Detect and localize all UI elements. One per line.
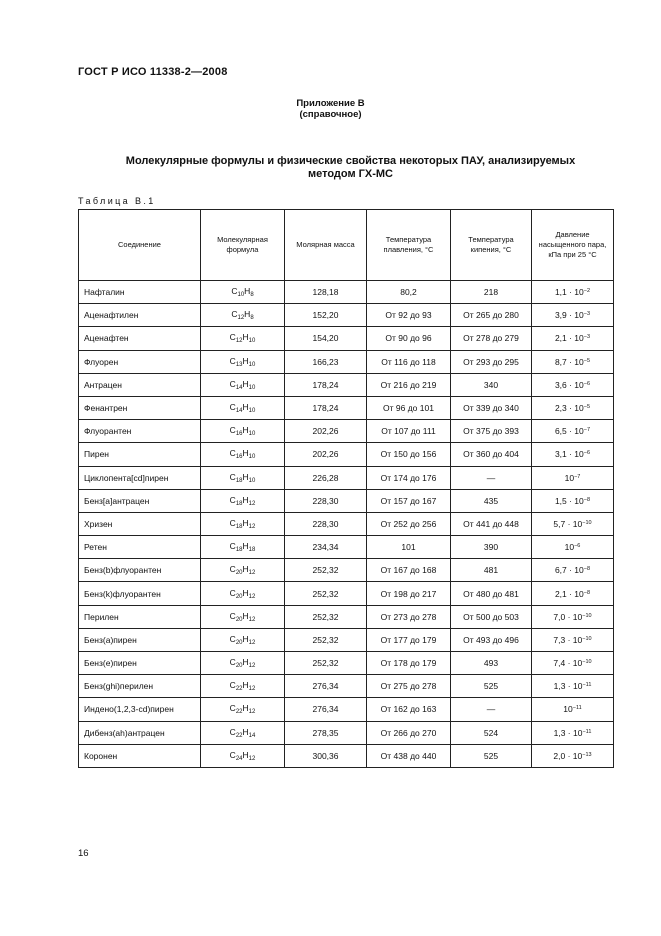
molar-mass: 252,32 [285,605,367,628]
carbon-count: 12 [237,315,245,322]
boiling-point: 218 [451,281,532,304]
table-row [79,396,614,419]
table-row [79,512,614,535]
molecular-formula: $C_{20}H_{12}$ [201,559,285,582]
title-line-2: методом ГХ-МС [307,168,394,180]
vapor-pressure-exponent: −7 [574,473,581,480]
melting-point: От 216 до 219 [367,373,451,396]
vapor-pressure-exponent: −8 [583,496,591,503]
carbon-count: 18 [235,477,243,484]
carbon-count: 22 [235,732,243,739]
compound-name: Бенз(е)пирен [79,652,201,675]
boiling-point: От 360 до 404 [451,443,532,466]
melting-point: 80,2 [367,281,451,304]
molar-mass: 202,26 [285,420,367,443]
carbon-count: 22 [235,709,243,716]
boiling-point: 340 [451,373,532,396]
table-row [79,559,614,582]
molar-mass: 278,35 [285,721,367,744]
compound-name: Антрацен [79,373,201,396]
vapor-pressure-exponent: −11 [572,705,582,712]
table-row [79,466,614,489]
hydrogen-count: 18 [248,547,256,554]
hydrogen-count: 12 [248,639,256,646]
boiling-point: — [451,466,532,489]
table-row [79,628,614,651]
vapor-pressure-mantissa: 7,0 · 10 [553,611,583,622]
vapor-pressure-mantissa: 8,7 · 10 [554,356,584,367]
molecular-formula: $C_{20}H_{12}$ [201,605,285,628]
table-header-row [79,210,614,281]
carbon-count: 20 [235,570,243,577]
vapor-pressure-exponent: −6 [574,543,581,550]
table-row [79,675,614,698]
vapor-pressure-mantissa: 2,0 · 10 [553,750,583,761]
molecular-formula: $C_{22}H_{14}$ [201,721,285,744]
vapor-pressure-exponent: −3 [583,334,591,341]
carbon-count: 12 [235,338,243,345]
hydrogen-count: 12 [248,686,256,693]
vapor-pressure-mantissa: 3,9 · 10 [554,310,584,321]
vapor-pressure-mantissa: 10 [564,472,575,483]
table-row [79,373,614,396]
boiling-point: От 493 до 496 [451,628,532,651]
table-row [79,281,614,304]
hydrogen-count: 12 [248,500,256,507]
molecular-formula: $C_{24}H_{12}$ [201,744,285,767]
compound-name: Циклопента[cd]пирен [79,466,201,489]
molecular-formula: $C_{22}H_{12}$ [201,675,285,698]
carbon-count: 22 [235,686,243,693]
vapor-pressure-mantissa: 2,3 · 10 [554,403,584,414]
vapor-pressure-mantissa: 3,6 · 10 [554,379,584,390]
boiling-point: 524 [451,721,532,744]
hydrogen-count: 12 [248,709,256,716]
vapor-pressure-mantissa: 1,3 · 10 [553,681,583,692]
vapor-pressure [532,304,614,327]
table-row [79,582,614,605]
compound-name: Бенз(а)пирен [79,628,201,651]
melting-point: От 90 до 96 [367,327,451,350]
vapor-pressure-exponent: −2 [583,288,591,295]
compound-name: Бенз(ghi)перилен [79,675,201,698]
molar-mass: 276,34 [285,675,367,698]
vapor-pressure [532,420,614,443]
carbon-count: 16 [235,454,243,461]
vapor-pressure-mantissa: 10 [564,542,575,553]
molar-mass: 228,30 [285,512,367,535]
molecular-formula: $C_{22}H_{12}$ [201,698,285,721]
molecular-formula: $C_{20}H_{12}$ [201,652,285,675]
hydrogen-count: 12 [248,523,256,530]
boiling-point: От 480 до 481 [451,582,532,605]
melting-point: От 275 до 278 [367,675,451,698]
molecular-formula: $C_{20}H_{12}$ [201,628,285,651]
title-line-1: Молекулярные формулы и физические свойства некоторых ПАУ, анализируемых [125,155,576,167]
molecular-formula: $C_{18}H_{10}$ [201,466,285,489]
vapor-pressure-exponent: −8 [583,589,591,596]
vapor-pressure-mantissa: 1,3 · 10 [553,727,583,738]
carbon-count: 24 [235,755,243,762]
compound-name: Фенантрен [79,396,201,419]
vapor-pressure [532,512,614,535]
vapor-pressure-mantissa: 7,4 · 10 [553,658,583,669]
vapor-pressure-mantissa: 7,3 · 10 [553,634,583,645]
vapor-pressure [532,536,614,559]
carbon-count: 14 [235,408,243,415]
vapor-pressure [532,582,614,605]
melting-point: От 273 до 278 [367,605,451,628]
carbon-count: 20 [235,663,243,670]
molar-mass: 178,24 [285,373,367,396]
hydrogen-count: 10 [248,408,256,415]
hydrogen-count: 14 [248,732,256,739]
molecular-formula: $C_{18}H_{12}$ [201,489,285,512]
boiling-point: 481 [451,559,532,582]
molar-mass: 178,24 [285,396,367,419]
boiling-point: 390 [451,536,532,559]
compound-name: Флуорантен [79,420,201,443]
hydrogen-count: 12 [248,570,256,577]
carbon-count: 20 [235,616,243,623]
table-row [79,420,614,443]
vapor-pressure-exponent: −11 [582,682,592,689]
vapor-pressure [532,466,614,489]
hydrogen-count: 12 [248,663,256,670]
compound-name: Аценафтен [79,327,201,350]
compound-name: Дибенз(ah)антрацен [79,721,201,744]
vapor-pressure-mantissa: 6,7 · 10 [554,565,584,576]
carbon-count: 13 [235,361,243,368]
compound-name: Перилен [79,605,201,628]
table-row [79,652,614,675]
carbon-count: 14 [235,384,243,391]
compound-name: Флуорен [79,350,201,373]
hydrogen-count: 8 [250,315,254,322]
vapor-pressure-mantissa: 6,5 · 10 [554,426,584,437]
hydrogen-count: 12 [248,616,256,623]
vapor-pressure [532,628,614,651]
table-row [79,489,614,512]
molar-mass: 300,36 [285,744,367,767]
vapor-pressure [532,443,614,466]
molar-mass: 166,23 [285,350,367,373]
vapor-pressure-exponent: −6 [583,380,591,387]
vapor-pressure-exponent: −5 [583,404,591,411]
hydrogen-count: 12 [248,593,256,600]
boiling-point: 435 [451,489,532,512]
hydrogen-count: 8 [250,292,254,299]
col-header-molar-mass: Молярная масса [285,210,367,281]
vapor-pressure [532,652,614,675]
table-row [79,721,614,744]
carbon-count: 18 [235,523,243,530]
melting-point: От 266 до 270 [367,721,451,744]
hydrogen-count: 10 [248,338,256,345]
annex-title: Приложение В [296,98,365,109]
compound-name: Пирен [79,443,201,466]
boiling-point: 525 [451,744,532,767]
vapor-pressure [532,281,614,304]
melting-point: От 116 до 118 [367,350,451,373]
molecular-formula: $C_{16}H_{10}$ [201,443,285,466]
boiling-point: От 375 до 393 [451,420,532,443]
compound-name: Бенз(b)флуорантен [79,559,201,582]
molecular-formula: $C_{16}H_{10}$ [201,420,285,443]
melting-point: От 438 до 440 [367,744,451,767]
vapor-pressure [532,698,614,721]
vapor-pressure-mantissa: 1,1 · 10 [554,287,584,298]
hydrogen-count: 10 [248,361,256,368]
vapor-pressure-exponent: −5 [583,357,591,364]
vapor-pressure-exponent: −8 [583,566,591,573]
vapor-pressure-exponent: −10 [582,519,592,526]
vapor-pressure-exponent: −6 [583,450,591,457]
boiling-point: 525 [451,675,532,698]
col-header-formula: Молекулярная формула [201,210,285,281]
molecular-formula: $C_{20}H_{12}$ [201,582,285,605]
vapor-pressure-exponent: −10 [582,659,592,666]
carbon-count: 18 [235,547,243,554]
table-row [79,744,614,767]
molar-mass: 276,34 [285,698,367,721]
molecular-formula: $C_{18}H_{18}$ [201,536,285,559]
vapor-pressure [532,675,614,698]
vapor-pressure-mantissa: 2,1 · 10 [554,333,584,344]
carbon-count: 16 [235,431,243,438]
melting-point: От 167 до 168 [367,559,451,582]
table-row [79,605,614,628]
boiling-point: От 339 до 340 [451,396,532,419]
molar-mass: 252,32 [285,582,367,605]
molecular-formula: $C_{13}H_{10}$ [201,350,285,373]
annex-note: (справочное) [299,109,362,120]
table-row [79,304,614,327]
melting-point: От 96 до 101 [367,396,451,419]
properties-table [78,209,614,768]
page-number: 16 [78,848,89,859]
col-header-vapor-pressure: Давление насыщенного пара, кПа при 25 °С [532,210,614,281]
boiling-point: От 293 до 295 [451,350,532,373]
boiling-point: От 441 до 448 [451,512,532,535]
section-title [60,155,641,181]
col-header-boiling-point: Температура кипения, °С [451,210,532,281]
compound-name: Бенз[a]антрацен [79,489,201,512]
vapor-pressure [532,396,614,419]
hydrogen-count: 10 [248,384,256,391]
compound-name: Хризен [79,512,201,535]
compound-name: Ретен [79,536,201,559]
boiling-point: От 278 до 279 [451,327,532,350]
boiling-point: — [451,698,532,721]
vapor-pressure [532,489,614,512]
boiling-point: От 265 до 280 [451,304,532,327]
table-row [79,327,614,350]
vapor-pressure-mantissa: 3,1 · 10 [554,449,584,460]
compound-name: Нафталин [79,281,201,304]
carbon-count: 20 [235,639,243,646]
molar-mass: 152,20 [285,304,367,327]
melting-point: От 162 до 163 [367,698,451,721]
carbon-count: 10 [237,292,245,299]
melting-point: От 177 до 179 [367,628,451,651]
vapor-pressure-mantissa: 10 [563,704,573,715]
molar-mass: 252,32 [285,559,367,582]
col-header-compound: Соединение [79,210,201,281]
melting-point: От 150 до 156 [367,443,451,466]
vapor-pressure-exponent: −11 [582,728,592,735]
vapor-pressure [532,350,614,373]
standard-number: ГОСТ Р ИСО 11338-2—2008 [78,66,228,78]
hydrogen-count: 10 [248,431,256,438]
table-row [79,698,614,721]
vapor-pressure-exponent: −13 [582,751,592,758]
hydrogen-count: 10 [248,454,256,461]
vapor-pressure [532,559,614,582]
vapor-pressure-exponent: −10 [582,612,592,619]
vapor-pressure [532,744,614,767]
melting-point: От 157 до 167 [367,489,451,512]
vapor-pressure-exponent: −10 [582,635,592,642]
table-row [79,536,614,559]
molar-mass: 128,18 [285,281,367,304]
molecular-formula: $C_{10}H_8$ [201,281,285,304]
melting-point: От 198 до 217 [367,582,451,605]
compound-name: Индено(1,2,3-cd)пирен [79,698,201,721]
col-header-melting-point: Температура плавления, °С [367,210,451,281]
molar-mass: 228,30 [285,489,367,512]
vapor-pressure [532,605,614,628]
molecular-formula: $C_{14}H_{10}$ [201,396,285,419]
molecular-formula: $C_{18}H_{12}$ [201,512,285,535]
molecular-formula: $C_{14}H_{10}$ [201,373,285,396]
melting-point: 101 [367,536,451,559]
compound-name: Коронен [79,744,201,767]
melting-point: От 252 до 256 [367,512,451,535]
melting-point: От 107 до 111 [367,420,451,443]
carbon-count: 20 [235,593,243,600]
vapor-pressure-mantissa: 5,7 · 10 [553,518,583,529]
vapor-pressure-mantissa: 2,1 · 10 [554,588,584,599]
molar-mass: 252,32 [285,652,367,675]
molar-mass: 226,28 [285,466,367,489]
melting-point: От 174 до 176 [367,466,451,489]
molecular-formula: $C_{12}H_8$ [201,304,285,327]
annex-heading [0,98,661,120]
vapor-pressure-mantissa: 1,5 · 10 [554,495,584,506]
vapor-pressure-exponent: −3 [583,311,591,318]
hydrogen-count: 12 [248,755,256,762]
boiling-point: 493 [451,652,532,675]
table-row [79,350,614,373]
boiling-point: От 500 до 503 [451,605,532,628]
molar-mass: 202,26 [285,443,367,466]
vapor-pressure [532,721,614,744]
molar-mass: 234,34 [285,536,367,559]
melting-point: От 178 до 179 [367,652,451,675]
molecular-formula: $C_{12}H_{10}$ [201,327,285,350]
table-row [79,443,614,466]
hydrogen-count: 10 [248,477,256,484]
vapor-pressure [532,327,614,350]
carbon-count: 18 [235,500,243,507]
molar-mass: 154,20 [285,327,367,350]
vapor-pressure [532,373,614,396]
melting-point: От 92 до 93 [367,304,451,327]
vapor-pressure-exponent: −7 [583,427,591,434]
compound-name: Бенз(k)флуорантен [79,582,201,605]
molar-mass: 252,32 [285,628,367,651]
table-caption: Таблица В.1 [78,196,156,206]
compound-name: Аценафтилен [79,304,201,327]
